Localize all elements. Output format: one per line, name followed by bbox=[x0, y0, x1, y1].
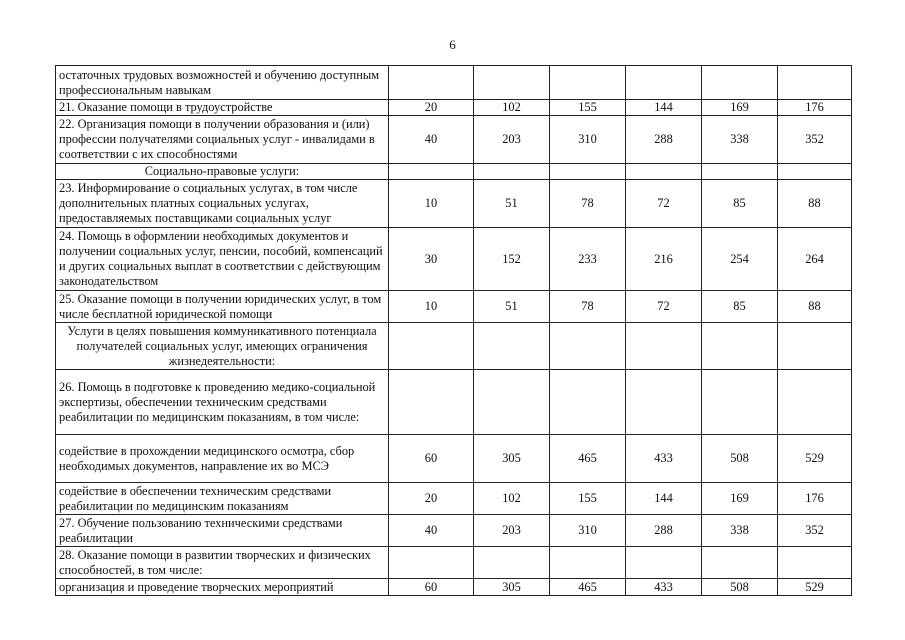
value-cell-col-2 bbox=[474, 66, 550, 100]
value-cell-col-1 bbox=[389, 164, 474, 180]
value-cell-col-5: 85 bbox=[702, 180, 778, 228]
service-description: содействие в обеспечении техническим средствами реабилитации по медицинским показаниям bbox=[56, 483, 389, 515]
value-cell-col-3 bbox=[550, 370, 626, 435]
table-row bbox=[56, 100, 852, 116]
value-cell-col-3: 310 bbox=[550, 116, 626, 164]
value-cell-col-3 bbox=[550, 164, 626, 180]
table-row bbox=[56, 228, 852, 291]
service-description: 24. Помощь в оформлении необходимых документов и получении социальных услуг, пенсии, пособий, компенсаций и других социальных выплат в соответствии с действующим законодательством bbox=[56, 228, 389, 291]
value-cell-col-6 bbox=[778, 323, 852, 370]
value-cell-col-4 bbox=[626, 323, 702, 370]
value-cell-col-6: 529 bbox=[778, 579, 852, 596]
value-cell-col-5: 169 bbox=[702, 100, 778, 116]
value-cell-col-6: 88 bbox=[778, 291, 852, 323]
value-cell-col-5 bbox=[702, 370, 778, 435]
value-cell-col-3 bbox=[550, 547, 626, 579]
value-cell-col-2: 51 bbox=[474, 180, 550, 228]
value-cell-col-5 bbox=[702, 66, 778, 100]
value-cell-col-3: 78 bbox=[550, 180, 626, 228]
value-cell-col-6: 264 bbox=[778, 228, 852, 291]
value-cell-col-1: 10 bbox=[389, 291, 474, 323]
value-cell-col-6 bbox=[778, 164, 852, 180]
value-cell-col-4: 433 bbox=[626, 435, 702, 483]
value-cell-col-2: 305 bbox=[474, 435, 550, 483]
value-cell-col-1: 20 bbox=[389, 100, 474, 116]
value-cell-col-3: 155 bbox=[550, 100, 626, 116]
value-cell-col-5: 508 bbox=[702, 435, 778, 483]
table-row bbox=[56, 515, 852, 547]
value-cell-col-1: 40 bbox=[389, 515, 474, 547]
service-description: 26. Помощь в подготовке к проведению медико-социальной экспертизы, обеспечении техническим средствами реабилитации по медицинским показаниям, в том числе: bbox=[56, 370, 389, 435]
value-cell-col-6: 88 bbox=[778, 180, 852, 228]
value-cell-col-2: 305 bbox=[474, 579, 550, 596]
value-cell-col-6 bbox=[778, 66, 852, 100]
value-cell-col-1 bbox=[389, 323, 474, 370]
value-cell-col-3 bbox=[550, 66, 626, 100]
value-cell-col-2: 102 bbox=[474, 100, 550, 116]
value-cell-col-2 bbox=[474, 547, 550, 579]
value-cell-col-4: 144 bbox=[626, 483, 702, 515]
value-cell-col-2: 203 bbox=[474, 515, 550, 547]
value-cell-col-3: 233 bbox=[550, 228, 626, 291]
value-cell-col-6 bbox=[778, 547, 852, 579]
value-cell-col-5 bbox=[702, 323, 778, 370]
value-cell-col-3: 465 bbox=[550, 435, 626, 483]
value-cell-col-4: 72 bbox=[626, 291, 702, 323]
value-cell-col-1 bbox=[389, 370, 474, 435]
value-cell-col-1 bbox=[389, 547, 474, 579]
value-cell-col-6: 352 bbox=[778, 116, 852, 164]
page-number: 6 bbox=[449, 37, 456, 52]
value-cell-col-5: 338 bbox=[702, 515, 778, 547]
value-cell-col-4 bbox=[626, 66, 702, 100]
section-title: Социально-правовые услуги: bbox=[56, 164, 389, 180]
value-cell-col-6: 176 bbox=[778, 100, 852, 116]
service-description: 25. Оказание помощи в получении юридических услуг, в том числе бесплатной юридической помощи bbox=[56, 291, 389, 323]
value-cell-col-3: 78 bbox=[550, 291, 626, 323]
table-body bbox=[56, 66, 852, 596]
value-cell-col-5: 508 bbox=[702, 579, 778, 596]
value-cell-col-4: 288 bbox=[626, 515, 702, 547]
value-cell-col-2: 102 bbox=[474, 483, 550, 515]
table-row bbox=[56, 435, 852, 483]
value-cell-col-4 bbox=[626, 164, 702, 180]
value-cell-col-3: 465 bbox=[550, 579, 626, 596]
value-cell-col-4: 288 bbox=[626, 116, 702, 164]
value-cell-col-2 bbox=[474, 164, 550, 180]
value-cell-col-4: 433 bbox=[626, 579, 702, 596]
table-row bbox=[56, 370, 852, 435]
value-cell-col-3: 310 bbox=[550, 515, 626, 547]
service-description: 23. Информирование о социальных услугах, в том числе дополнительных платных социальных услугах, предоставляемых поставщиками социальных услуг bbox=[56, 180, 389, 228]
value-cell-col-4: 72 bbox=[626, 180, 702, 228]
table-row bbox=[56, 291, 852, 323]
value-cell-col-4: 216 bbox=[626, 228, 702, 291]
table-row bbox=[56, 579, 852, 596]
value-cell-col-1: 40 bbox=[389, 116, 474, 164]
value-cell-col-4 bbox=[626, 370, 702, 435]
table-row bbox=[56, 180, 852, 228]
value-cell-col-5: 169 bbox=[702, 483, 778, 515]
value-cell-col-5 bbox=[702, 547, 778, 579]
service-description: 28. Оказание помощи в развитии творческих и физических способностей, в том числе: bbox=[56, 547, 389, 579]
service-description: остаточных трудовых возможностей и обучению доступным профессиональным навыкам bbox=[56, 66, 389, 100]
value-cell-col-4: 144 bbox=[626, 100, 702, 116]
table-row bbox=[56, 547, 852, 579]
table-row bbox=[56, 483, 852, 515]
value-cell-col-5: 338 bbox=[702, 116, 778, 164]
value-cell-col-2: 51 bbox=[474, 291, 550, 323]
value-cell-col-5: 254 bbox=[702, 228, 778, 291]
value-cell-col-1 bbox=[389, 66, 474, 100]
value-cell-col-3 bbox=[550, 323, 626, 370]
value-cell-col-2 bbox=[474, 370, 550, 435]
value-cell-col-6 bbox=[778, 370, 852, 435]
value-cell-col-4 bbox=[626, 547, 702, 579]
value-cell-col-1: 60 bbox=[389, 579, 474, 596]
table-row bbox=[56, 116, 852, 164]
value-cell-col-2: 152 bbox=[474, 228, 550, 291]
value-cell-col-1: 10 bbox=[389, 180, 474, 228]
value-cell-col-2 bbox=[474, 323, 550, 370]
value-cell-col-6: 176 bbox=[778, 483, 852, 515]
value-cell-col-1: 20 bbox=[389, 483, 474, 515]
service-description: организация и проведение творческих мероприятий bbox=[56, 579, 389, 596]
service-description: 22. Организация помощи в получении образования и (или) профессии получателями социальных услуг - инвалидами в соответствии с их способностями bbox=[56, 116, 389, 164]
value-cell-col-1: 60 bbox=[389, 435, 474, 483]
service-description: содействие в прохождении медицинского осмотра, сбор необходимых документов, направление их во МСЭ bbox=[56, 435, 389, 483]
value-cell-col-6: 529 bbox=[778, 435, 852, 483]
service-description: 27. Обучение пользованию техническими средствами реабилитации bbox=[56, 515, 389, 547]
value-cell-col-2: 203 bbox=[474, 116, 550, 164]
section-header-row bbox=[56, 323, 852, 370]
value-cell-col-1: 30 bbox=[389, 228, 474, 291]
value-cell-col-3: 155 bbox=[550, 483, 626, 515]
value-cell-col-6: 352 bbox=[778, 515, 852, 547]
value-cell-col-5 bbox=[702, 164, 778, 180]
section-header-row bbox=[56, 164, 852, 180]
services-table bbox=[55, 65, 852, 596]
table-row bbox=[56, 66, 852, 100]
service-description: 21. Оказание помощи в трудоустройстве bbox=[56, 100, 389, 116]
section-title: Услуги в целях повышения коммуникативного потенциала получателей социальных услуг, имеющих ограничения жизнедеятельности: bbox=[56, 323, 389, 370]
value-cell-col-5: 85 bbox=[702, 291, 778, 323]
